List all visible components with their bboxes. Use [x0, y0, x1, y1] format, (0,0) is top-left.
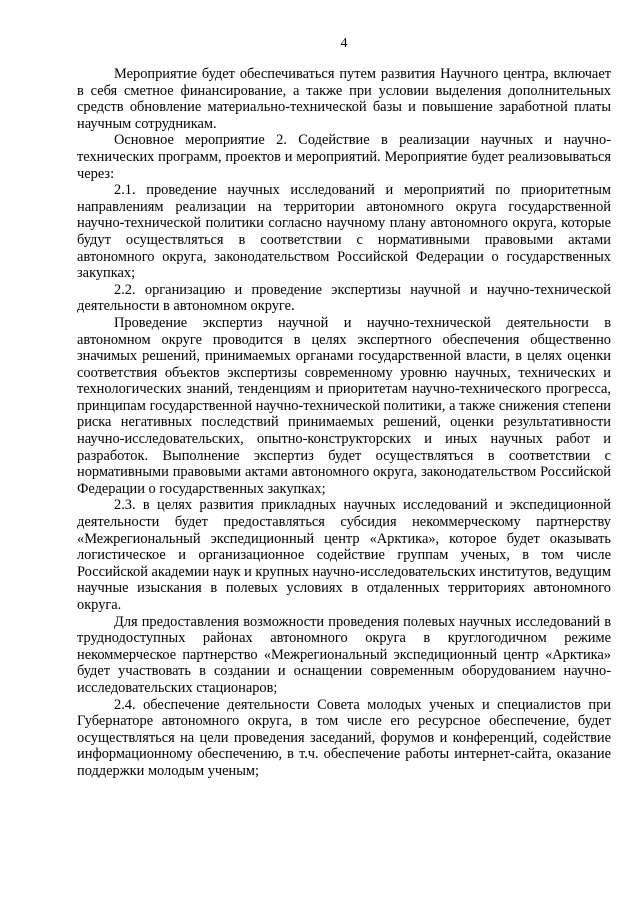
paragraph: 2.1. проведение научных исследований и мероприятий по приоритетным направлениям реализации на территории автономного округа государственной научно-технической политики согласно научному плану автономного округа, которые будут осуществляться в соответствии с нормативными правовыми актами автономного округа, законодательством Российской Федерации о государственных закупках;	[77, 182, 611, 282]
paragraph: Для предоставления возможности проведения полевых научных исследований в труднодоступных районах автономного округа в круглогодичном режиме некоммерческое партнерство «Межрегиональный экспедиционный центр «Арктика» будет участвовать в создании и оснащении современным оборудованием научно-исследовательских стационаров;	[77, 613, 611, 696]
paragraph: 2.4. обеспечение деятельности Совета молодых ученых и специалистов при Губернаторе автономного округа, в том числе его ресурсное обеспечение, будет осуществляться на цели проведения заседаний, форумов и конференций, содействие информационному обеспечению, в т.ч. обеспечение работы интернет-сайта, оказание поддержки молодым ученым;	[77, 696, 611, 779]
paragraph: 2.3. в целях развития прикладных научных исследований и экспедиционной деятельности будет предоставляться субсидия некоммерческому партнерству «Межрегиональный экспедиционный центр «Арктика», которое будет оказывать логистическое и организационное содействие группам ученых, в том числе Российской академии наук и крупных научно-исследовательских институтов, ведущим научные изыскания в полевых условиях в отдаленных территориях автономного округа.	[77, 497, 611, 613]
paragraph: Мероприятие будет обеспечиваться путем развития Научного центра, включает в себя сметное финансирование, а также при условии выделения дополнительных средств обновление материально-технической базы и повышение заработной платы научным сотрудникам.	[77, 66, 611, 132]
paragraph: Проведение экспертиз научной и научно-технической деятельности в автономном округе проводится в целях экспертного обеспечения общественно значимых решений, принимаемых органами государственной власти, в целях оценки соответствия объектов экспертизы современному уровню научных, технических и технологических знаний, тенденциям и приоритетам научно-технического прогресса, принципам государственной научно-технической политики, а также снижения степени риска негативных последствий принимаемых решений, оценки результативности научно-исследовательских, опытно-конструкторских и иных научных работ и разработок. Выполнение экспертиз будет осуществляться в соответствии с нормативными правовыми актами автономного округа, законодательством Российской Федерации о государственных закупках;	[77, 314, 611, 497]
page-number: 4	[340, 36, 348, 51]
paragraph: 2.2. организацию и проведение экспертизы научной и научно-технической деятельности в автономном округе.	[77, 281, 611, 315]
paragraph: Основное мероприятие 2. Содействие в реализации научных и научно-технических программ, проектов и мероприятий. Мероприятие будет реализовываться через:	[77, 132, 611, 182]
